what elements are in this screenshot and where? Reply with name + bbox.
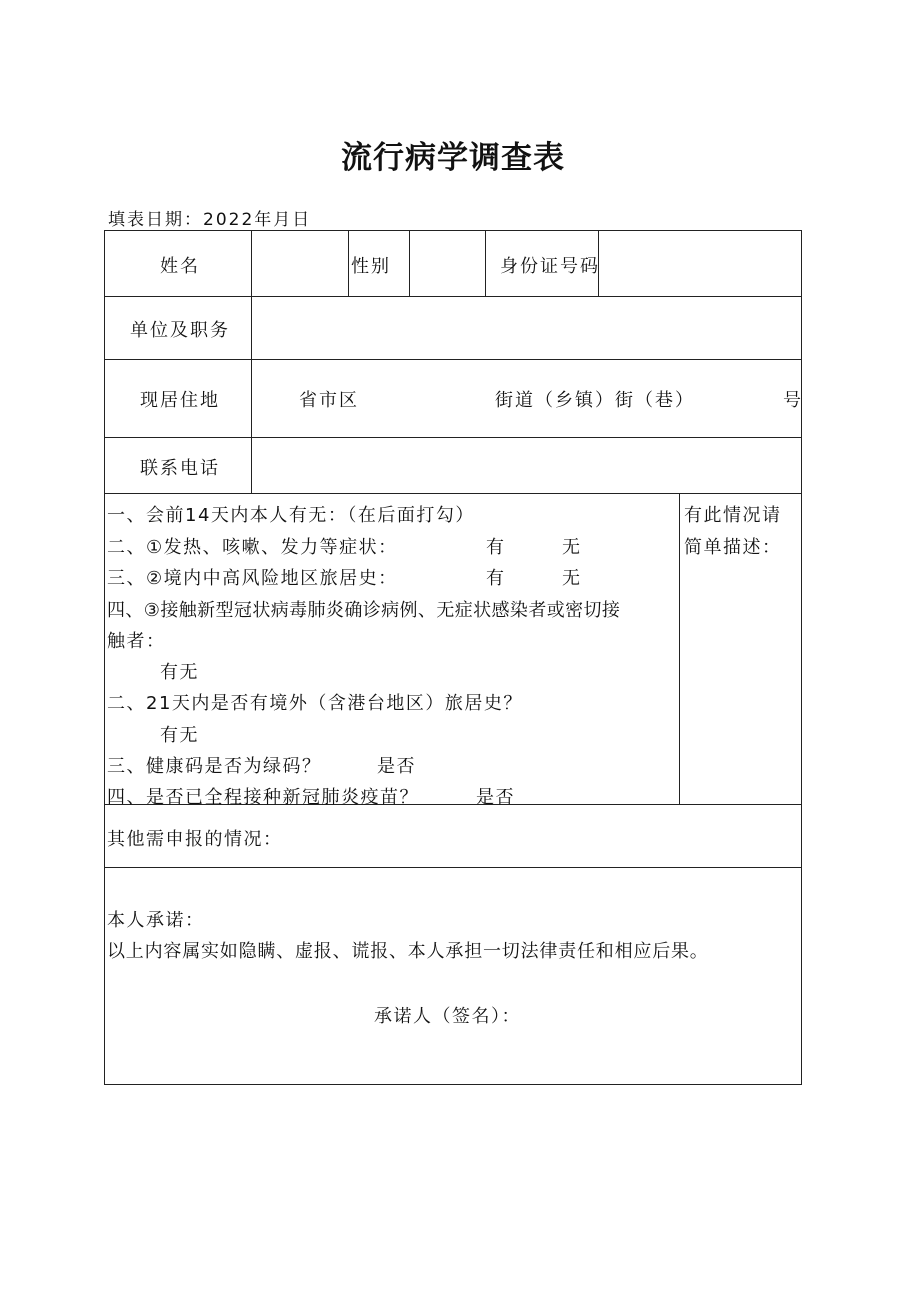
table-border-top xyxy=(104,230,802,231)
gender-label: 性别 xyxy=(351,256,391,277)
row-divider xyxy=(104,867,802,868)
question-1: 一、会前14天内本人有无：（在后面打勾） xyxy=(107,505,475,526)
description-label-line2: 简单描述： xyxy=(684,537,782,558)
address-street: 街道（乡镇）街（巷） xyxy=(495,390,695,411)
col-divider xyxy=(485,230,486,297)
row-divider xyxy=(104,493,802,494)
question-1b-yes: 有 xyxy=(486,568,506,589)
other-report-label: 其他需申报的情况： xyxy=(107,829,283,850)
col-divider xyxy=(679,493,680,805)
question-2-answer: 有无 xyxy=(160,725,199,746)
table-border-bottom xyxy=(104,1084,802,1085)
row-divider xyxy=(104,296,802,297)
address-province-city-district: 省市区 xyxy=(299,390,359,411)
phone-label: 联系电话 xyxy=(140,458,220,479)
promise-label: 本人承诺： xyxy=(107,910,205,931)
col-divider xyxy=(409,230,410,297)
question-1c-line1: 四、③接触新型冠状病毒肺炎确诊病例、无症状感染者或密切接 xyxy=(107,600,621,621)
question-1c-line2: 触者： xyxy=(107,631,166,652)
question-3-answer: 是否 xyxy=(377,756,416,777)
unit-position-label: 单位及职务 xyxy=(130,320,230,341)
id-number-label: 身份证号码 xyxy=(500,256,600,277)
row-divider xyxy=(104,437,802,438)
form-title: 流行病学调查表 xyxy=(341,140,565,176)
name-label: 姓名 xyxy=(160,256,200,277)
question-1a-yes: 有 xyxy=(486,537,506,558)
question-1b-no: 无 xyxy=(562,568,582,589)
question-1a-no: 无 xyxy=(562,537,582,558)
question-4: 四、是否已全程接种新冠肺炎疫苗？ xyxy=(107,787,419,808)
signature-label: 承诺人（签名）： xyxy=(374,1006,521,1027)
question-1c-answer: 有无 xyxy=(160,662,199,683)
col-divider xyxy=(251,230,252,494)
col-divider xyxy=(348,230,349,297)
question-1a: 二、①发热、咳嗽、发力等症状： xyxy=(107,537,398,558)
description-label-line1: 有此情况请 xyxy=(684,505,782,526)
promise-text: 以上内容属实如隐瞒、虚报、谎报、本人承担一切法律责任和相应后果。 xyxy=(107,941,709,962)
question-1b: 三、②境内中高风险地区旅居史： xyxy=(107,568,398,589)
address-label: 现居住地 xyxy=(140,390,220,411)
fill-date: 填表日期：2022年月日 xyxy=(108,210,312,230)
row-divider xyxy=(104,359,802,360)
question-4-answer: 是否 xyxy=(476,787,515,808)
question-2: 二、21天内是否有境外（含港台地区）旅居史？ xyxy=(107,693,523,714)
address-number: 号 xyxy=(783,390,803,411)
question-3: 三、健康码是否为绿码？ xyxy=(107,756,322,777)
